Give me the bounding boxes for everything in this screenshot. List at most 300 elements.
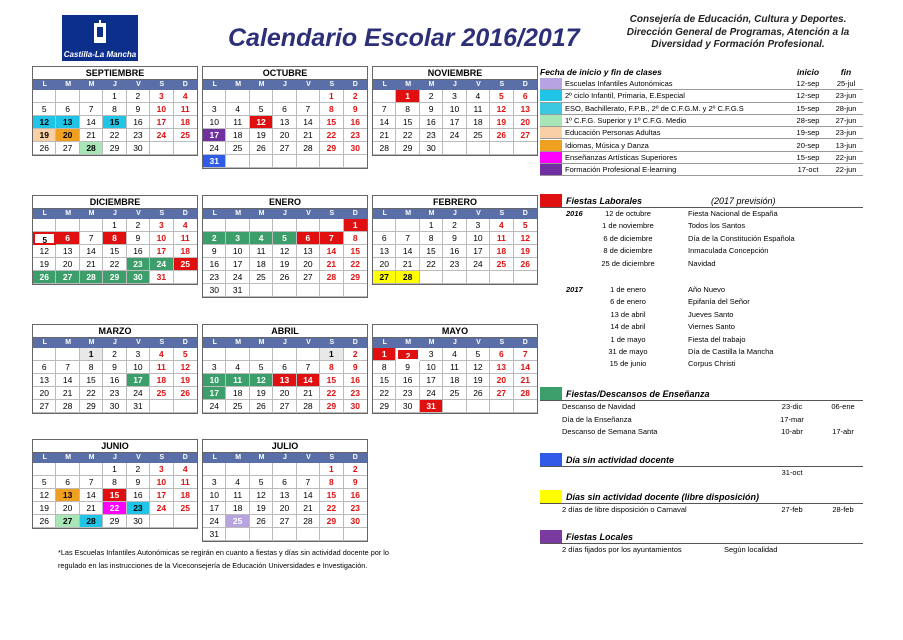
day-cell: 20 [297,258,320,271]
fiesta-year [540,309,580,321]
day-cell: 9 [344,103,367,116]
weekday-label: S [499,210,505,217]
month-name: ENERO [203,196,367,209]
weekday-label: M [235,210,242,217]
weekday-label: M [428,81,435,88]
day-cell: 30 [344,142,367,155]
month-diciembre [32,195,198,285]
day-cell: 3 [467,219,490,232]
day-cell: 16 [344,374,367,387]
day-cell: 5 [250,361,273,374]
day-cell: 12 [514,232,537,245]
day-cell: 16 [127,245,150,258]
fiesta-name: Año Nuevo [688,284,726,294]
legend-fin: 23-jun [835,91,857,101]
day-cell: 18 [226,387,249,400]
sin-actividad-heading: Día sin actividad docente [566,454,675,465]
empty-cell [80,90,103,103]
empty-cell [273,528,296,541]
day-cell: 21 [80,129,103,142]
empty-cell [273,155,296,168]
day-cell: 20 [273,387,296,400]
legend-swatch [540,127,562,138]
fiesta-year: 2016 [566,209,583,218]
weekday-header [203,338,367,348]
day-cell: 26 [33,515,56,528]
day-cell: 4 [226,361,249,374]
day-grid [33,348,197,413]
day-cell: 18 [490,245,513,258]
empty-cell [33,463,56,476]
day-cell: 25 [174,258,197,271]
legend-row [540,90,863,102]
day-cell: 9 [127,103,150,116]
day-cell: 12 [250,116,273,129]
day-cell: 22 [373,387,396,400]
day-cell: 5 [33,476,56,489]
day-cell: 12 [490,103,513,116]
descanso-end [823,414,863,427]
day-cell: 25 [443,387,466,400]
legend-label: Idiomas, Música y Danza [565,140,649,150]
fiesta-row [540,321,863,333]
fiestas-laborales-heading: Fiestas Laborales [566,195,643,206]
empty-cell [56,463,79,476]
day-cell: 26 [33,142,56,155]
fiesta-row [540,334,863,346]
weekday-label: M [88,81,95,88]
legend-col-fin: fin [840,67,852,77]
day-cell: 2 [127,463,150,476]
day-cell: 5 [490,90,513,103]
day-cell: 15 [373,374,396,387]
day-grid [33,219,197,284]
day-cell: 9 [127,476,150,489]
empty-cell [514,142,537,155]
legend-label: ESO, Bachillerato, F.P.B., 2º de C.F.G.M. y 2º C.F.G.S [565,103,744,113]
day-cell: 13 [33,374,56,387]
fiesta-row [540,346,863,358]
day-grid [373,348,537,413]
day-cell: 12 [33,489,56,502]
day-cell: 14 [514,361,537,374]
legend-fin: 13-jun [835,140,857,150]
fiesta-name: Jueves Santo [688,309,734,319]
day-cell: 17 [150,489,173,502]
day-cell: 21 [514,374,537,387]
weekday-label: M [405,339,412,346]
legend-swatch [540,164,562,175]
class-dates-legend [540,66,863,176]
day-cell: 16 [127,489,150,502]
day-cell: 16 [443,245,466,258]
day-cell: 16 [127,116,150,129]
weekday-label: J [453,339,457,346]
month-noviembre [372,66,538,156]
day-cell: 16 [396,374,419,387]
day-cell: 27 [297,271,320,284]
day-cell: 21 [80,258,103,271]
day-cell: 4 [150,348,173,361]
day-cell: 26 [250,515,273,528]
weekday-label: L [42,339,47,346]
day-cell: 24 [150,258,173,271]
day-cell: 20 [56,502,79,515]
day-cell: 23 [443,258,466,271]
descansos-heading: Fiestas/Descansos de Enseñanza [566,388,710,399]
empty-cell [174,400,197,413]
day-grid [33,463,197,528]
fiesta-date: 25 de diciembre [601,258,655,268]
weekday-label: L [42,454,47,461]
empty-cell [467,142,490,155]
legend-fin: 22-jun [835,152,857,162]
day-cell: 18 [226,129,249,142]
day-cell: 17 [420,374,443,387]
day-cell: 3 [203,476,226,489]
day-cell: 27 [33,400,56,413]
day-cell: 1 [420,219,443,232]
empty-cell [56,348,79,361]
day-cell: 9 [203,245,226,258]
day-cell: 1 [396,90,419,103]
day-cell: 20 [273,129,296,142]
empty-cell [297,284,320,297]
fiesta-date: 6 de diciembre [603,233,653,243]
month-enero [202,195,368,298]
weekday-label: S [499,339,505,346]
weekday-header [203,453,367,463]
day-cell: 21 [297,502,320,515]
legend-row [540,78,863,90]
day-cell: 17 [203,502,226,515]
weekday-label: D [182,454,188,461]
weekday-label: J [113,454,117,461]
day-cell: 29 [103,271,126,284]
empty-cell [344,528,367,541]
day-cell: 27 [56,271,79,284]
day-cell: 28 [514,387,537,400]
weekday-label: L [42,81,47,88]
day-cell: 9 [103,361,126,374]
day-cell: 12 [467,361,490,374]
fiesta-date: 31 de mayo [608,346,648,356]
day-cell: 31 [127,400,150,413]
fiesta-year [540,296,580,308]
day-cell: 17 [467,245,490,258]
legend-fin: 27-jun [835,116,857,126]
libre-disposicion-header [540,490,863,504]
day-cell: 27 [273,142,296,155]
day-cell: 31 [203,155,226,168]
day-cell: 1 [320,348,343,361]
day-cell: 3 [226,232,249,245]
day-cell: 29 [80,400,103,413]
day-cell: 4 [443,348,466,361]
weekday-header [203,209,367,219]
day-cell: 20 [490,374,513,387]
legend-swatch [540,152,562,163]
day-cell: 20 [56,129,79,142]
empty-cell [226,219,249,232]
empty-cell [250,528,273,541]
day-cell: 23 [127,258,150,271]
libre-disposicion-text: 2 días de libre disposición o Carnaval [562,505,687,514]
day-grid [203,463,367,541]
weekday-label: S [159,339,165,346]
day-cell: 2 [127,90,150,103]
conserjeria-line: Diversidad y Formación Profesional. [651,39,825,50]
day-cell: 18 [174,116,197,129]
day-cell: 15 [80,374,103,387]
empty-cell [150,142,173,155]
day-cell: 28 [80,515,103,528]
day-cell: 25 [250,271,273,284]
fiesta-date: 14 de abril [610,322,646,332]
day-cell: 6 [490,348,513,361]
day-cell: 10 [467,232,490,245]
day-cell: 26 [33,271,56,284]
day-cell: 30 [127,142,150,155]
fiesta-name: Día de la Constitución Española [688,233,795,243]
day-cell: 8 [396,103,419,116]
legend-inicio: 20-sep [796,140,820,150]
fiesta-year [540,233,580,245]
day-cell: 10 [420,361,443,374]
day-cell: 11 [174,103,197,116]
day-cell: 18 [443,374,466,387]
day-cell: 4 [174,463,197,476]
day-cell: 20 [373,258,396,271]
day-cell: 13 [56,489,79,502]
fiestas-locales-text: 2 días fijados por los ayuntamientos [562,545,682,554]
weekday-label: D [522,210,528,217]
descanso-name: Día de la Enseñanza [562,414,632,424]
day-cell: 11 [467,103,490,116]
day-cell: 24 [443,129,466,142]
legend-inicio: 28-sep [796,116,820,126]
descanso-row [540,401,863,414]
day-cell: 14 [56,374,79,387]
page-title: Calendario Escolar 2016/2017 [228,24,580,52]
day-cell: 3 [150,219,173,232]
day-cell: 7 [80,103,103,116]
empty-cell [490,271,513,284]
libre-disposicion-d1: 27-feb [781,505,803,514]
day-cell: 14 [80,116,103,129]
legend-label: Enseñanzas Artísticas Superiores [565,152,678,162]
weekday-label: D [352,81,358,88]
day-grid [373,219,537,284]
green-swatch [540,387,562,400]
day-cell: 28 [297,142,320,155]
day-cell: 2 [127,219,150,232]
weekday-header [373,80,537,90]
fiesta-row [540,208,863,220]
weekday-label: M [65,454,72,461]
fiesta-name: Navidad [688,258,716,268]
empty-cell [297,463,320,476]
empty-cell [250,348,273,361]
day-cell: 22 [396,129,419,142]
empty-cell [33,348,56,361]
day-cell: 30 [420,142,443,155]
day-cell: 3 [150,90,173,103]
weekday-label: M [405,210,412,217]
blue-swatch [540,453,562,466]
weekday-label: S [329,81,335,88]
day-cell: 21 [396,258,419,271]
day-cell: 16 [203,258,226,271]
empty-cell [56,219,79,232]
weekday-label: L [212,454,217,461]
fiesta-date: 8 de diciembre [603,246,653,256]
day-cell: 19 [250,387,273,400]
weekday-label: M [88,210,95,217]
day-cell: 14 [297,374,320,387]
empty-cell [273,463,296,476]
weekday-label: D [182,81,188,88]
day-cell: 15 [396,116,419,129]
empty-cell [443,400,466,413]
day-cell: 7 [320,232,343,245]
legend-inicio: 15-sep [796,103,820,113]
empty-cell [250,463,273,476]
conserjeria-line: Consejería de Educación, Cultura y Deportes. [629,14,847,25]
day-cell: 21 [56,387,79,400]
fiesta-row [540,358,863,370]
day-cell: 28 [373,142,396,155]
descanso-row [540,414,863,427]
day-cell: 8 [320,361,343,374]
fiesta-row [540,258,863,270]
legend-row [540,152,863,164]
day-cell: 7 [396,232,419,245]
fiesta-name: Día de Castilla la Mancha [688,346,774,356]
day-cell: 15 [320,374,343,387]
footnote [58,546,488,572]
day-cell: 3 [203,103,226,116]
day-cell: 24 [150,502,173,515]
month-septiembre [32,66,198,156]
day-cell: 12 [250,489,273,502]
day-cell: 6 [56,476,79,489]
day-cell: 11 [226,374,249,387]
fiesta-row [540,296,863,308]
day-cell: 25 [174,129,197,142]
day-cell: 19 [273,258,296,271]
day-cell: 28 [396,271,419,284]
empty-cell [373,90,396,103]
day-cell: 19 [467,374,490,387]
empty-cell [344,155,367,168]
day-cell: 22 [344,258,367,271]
empty-cell [174,271,197,284]
empty-cell [467,271,490,284]
empty-cell [320,155,343,168]
day-cell: 15 [320,489,343,502]
day-cell: 1 [344,219,367,232]
fiesta-year [540,220,580,232]
month-name: ABRIL [203,325,367,338]
fiesta-date: 6 de enero [610,297,646,307]
month-name: SEPTIEMBRE [33,67,197,80]
day-cell: 10 [203,489,226,502]
day-cell: 1 [103,463,126,476]
libre-disposicion-d2: 28-feb [832,505,854,514]
day-cell: 31 [203,528,226,541]
empty-cell [33,219,56,232]
day-cell: 26 [514,258,537,271]
weekday-label: D [352,339,358,346]
empty-cell [273,90,296,103]
descansos-list [540,401,863,439]
month-junio [32,439,198,529]
day-cell: 29 [344,271,367,284]
castilla-la-mancha-logo [62,15,138,61]
legend-inicio: 15-sep [796,152,820,162]
weekday-label: V [136,339,141,346]
empty-cell [514,400,537,413]
day-cell: 4 [226,476,249,489]
day-cell: 3 [127,348,150,361]
month-name: FEBRERO [373,196,537,209]
weekday-label: M [258,454,265,461]
weekday-label: M [258,81,265,88]
fiesta-name: Fiesta Nacional de España [688,209,778,218]
fiesta-date: 1 de enero [610,284,646,294]
day-cell: 6 [273,476,296,489]
footnote-line: *Las Escuelas Infantiles Autonómicas se regirán en cuanto a fiestas y días sin actividad docente por lo [58,548,389,557]
day-cell: 7 [373,103,396,116]
empty-cell [273,284,296,297]
day-cell: 12 [174,361,197,374]
day-cell: 23 [127,129,150,142]
day-cell: 2 [103,348,126,361]
legend-inicio: 19-sep [796,128,820,138]
weekday-header [33,80,197,90]
weekday-label: M [65,81,72,88]
empty-cell [344,284,367,297]
day-cell: 10 [127,361,150,374]
day-cell: 5 [273,232,296,245]
month-name: NOVIEMBRE [373,67,537,80]
conserjeria-block [596,14,880,52]
day-cell: 4 [467,90,490,103]
descansos-header [540,387,863,401]
weekday-label: M [428,210,435,217]
legend-fin: 28-jun [835,103,857,113]
day-cell: 6 [33,361,56,374]
day-cell: 16 [420,116,443,129]
weekday-label: D [352,454,358,461]
weekday-label: V [476,210,481,217]
day-cell: 12 [33,245,56,258]
day-cell: 25 [174,502,197,515]
weekday-label: L [212,81,217,88]
day-cell: 27 [56,515,79,528]
day-cell: 11 [174,232,197,245]
weekday-label: J [283,81,287,88]
day-cell: 16 [103,374,126,387]
day-cell: 25 [226,515,249,528]
weekday-label: V [306,210,311,217]
empty-cell [226,348,249,361]
day-cell: 10 [150,232,173,245]
day-cell: 7 [514,348,537,361]
day-cell: 18 [467,116,490,129]
day-cell: 26 [273,271,296,284]
